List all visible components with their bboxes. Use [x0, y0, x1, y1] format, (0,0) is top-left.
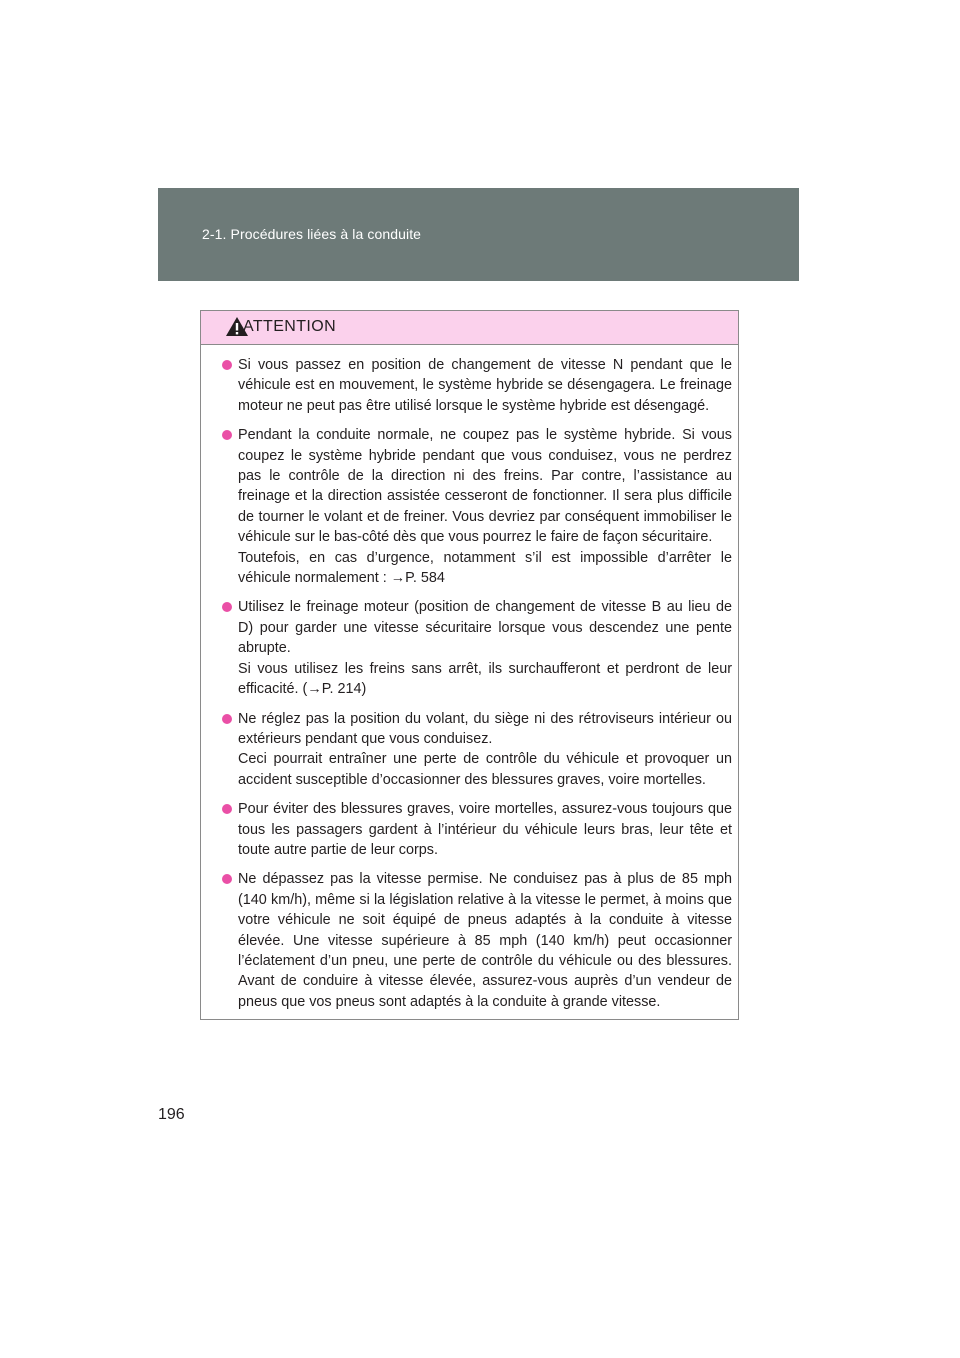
warning-item-speed-limit [221, 869, 732, 1012]
warning-item-hybrid-off [221, 425, 732, 588]
item-paragraph: Pendant la conduite normale, ne coupez pas le système hybride. Si vous coupez le système hybride pendant que vous conduisez, vous ne perdrez pas le contrôle de la direction ni des freins. Par contre, l’assistance au freinage et la direction assistée cesseront de fonctionner. Il sera plus difficile de tourner le volant et de freiner. Vous devriez par conséquent immobiliser le véhicule sur le bas-côté dès que vous pourrez le faire de façon sécuritaire. [238, 427, 732, 546]
warning-title: ATTENTION [243, 318, 337, 335]
item-paragraph: Si vous utilisez les freins sans arrêt, ils surchaufferont et perdront de leur efficacité. (→P. 214) [238, 660, 732, 698]
item-paragraph: Utilisez le freinage moteur (position de changement de vitesse B au lieu de D) pour garder une vitesse sécuritaire lorsque vous descendez une pente abrupte. [238, 599, 732, 657]
item-paragraph: Si vous passez en position de changement de vitesse N pendant que le véhicule est en mouvement, le système hybride se désengagera. Le freinage moteur ne peut pas être utilisé lorsque le système hybride est désengagé. [238, 357, 732, 414]
bullet-icon [222, 430, 232, 440]
section-title: 2-1. Procédures liées à la conduite [202, 226, 422, 242]
item-paragraph: Pour éviter des blessures graves, voire mortelles, assurez-vous toujours que tous les passagers gardent à l’intérieur du véhicule leurs bras, leur tête et toute autre partie de leur corps. [238, 801, 732, 858]
bullet-icon [222, 602, 232, 612]
warning-body [201, 345, 738, 1012]
bullet-icon [222, 360, 232, 370]
warning-item-passengers [221, 799, 732, 860]
section-header-band [158, 188, 799, 281]
warning-item-engine-braking [221, 597, 732, 699]
bullet-icon [222, 714, 232, 724]
item-paragraph: Ne réglez pas la position du volant, du siège ni des rétroviseurs intérieur ou extérieurs pendant que vous conduisez. [238, 710, 732, 747]
item-paragraph: Toutefois, en cas d’urgence, notamment s’il est impossible d’arrêter le véhicule normalement : →P. 584 [238, 549, 732, 587]
bullet-icon [222, 804, 232, 814]
warning-item-adjustments [221, 709, 732, 791]
warning-header [201, 311, 738, 345]
item-paragraph: Ne dépassez pas la vitesse permise. Ne conduisez pas à plus de 85 mph (140 km/h), même si la législation relative à la vitesse le permet, à moins que votre véhicule ne soit équipé de pneus adaptés à la conduite à vitesse élevée. Une vitesse supérieure à 85 mph (140 km/h) peut occasionner l’éclatement d’un pneu, une perte de contrôle du véhicule ou des blessures. Avant de conduire à vitesse élevée, assurez-vous auprès d’un vendeur de pneus que vos pneus sont adaptés à la conduite à grande vitesse. [238, 871, 732, 1010]
page-number: 196 [158, 1106, 185, 1123]
item-paragraph: Ceci pourrait entraîner une perte de contrôle du véhicule et provoquer un accident susceptible d’occasionner des blessures graves, voire mortelles. [238, 751, 732, 788]
bullet-icon [222, 874, 232, 884]
warning-box [200, 310, 739, 1020]
warning-item-neutral-shift [221, 355, 732, 416]
